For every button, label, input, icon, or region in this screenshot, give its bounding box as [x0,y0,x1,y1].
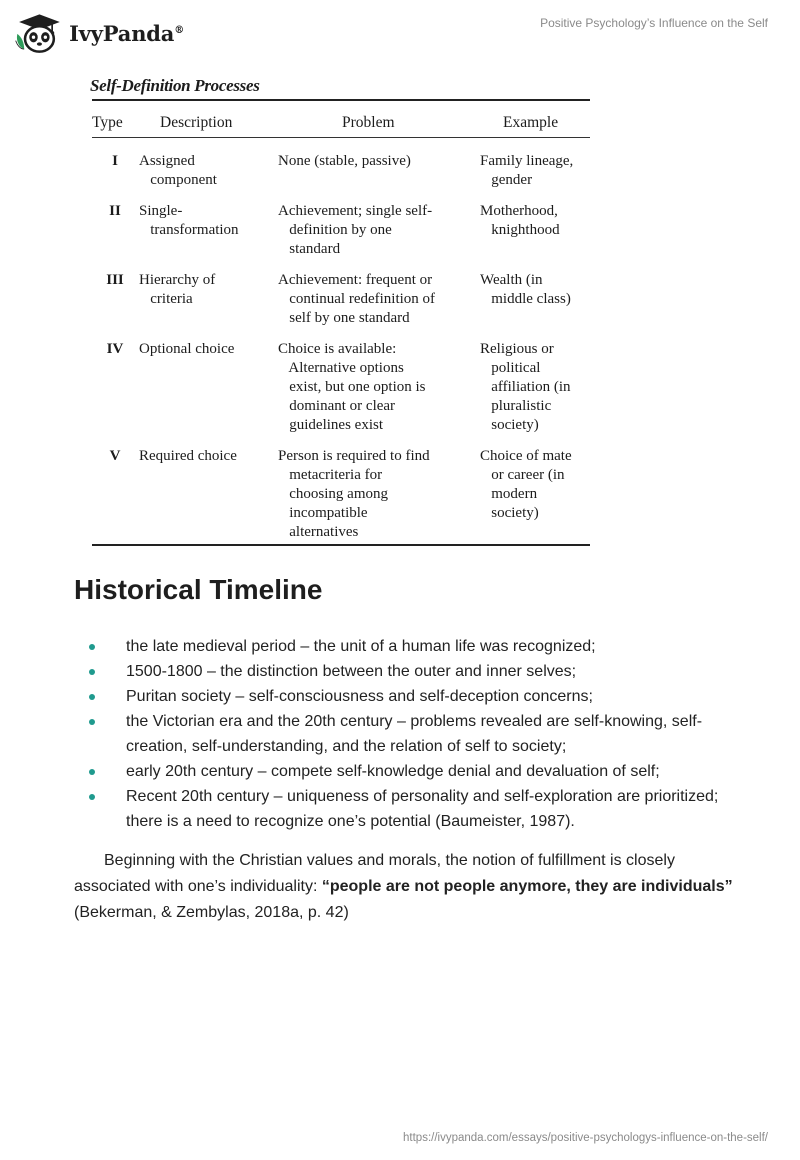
table-header-rule [92,137,590,138]
document-title: Positive Psychology’s Influence on the Self [540,16,768,30]
source-url[interactable]: https://ivypanda.com/essays/positive-psychologys-influence-on-the-self/ [403,1132,768,1144]
column-header-type: Type [92,114,123,131]
column-header-problem: Problem [342,114,395,131]
table-row-description: Single- transformation [139,203,239,238]
table-row-example: Motherhood, knighthood [480,203,560,238]
table-bottom-rule [92,544,590,546]
table-row-example: Choice of mate or career (in modern society) [480,448,572,521]
bullet-dot-icon [89,794,95,800]
bullet-dot-icon [89,644,95,650]
list-item: Recent 20th century – uniqueness of personality and self-exploration are prioritized; there is a need to recognize one’s potential (Baumeister, 1987). [86,784,726,834]
list-item: the late medieval period – the unit of a human life was recognized; [86,634,726,659]
table-row-example: Religious or political affiliation (in pluralistic society) [480,341,571,433]
bullet-dot-icon [89,669,95,675]
table-row-type: I [112,153,118,169]
table-row-description: Optional choice [139,341,235,357]
bullet-dot-icon [89,769,95,775]
table-row-example: Family lineage, gender [480,153,574,188]
body-paragraph: Beginning with the Christian values and morals, the notion of fulfillment is closely associated with one’s individuality: “people are not people anymore, they are individuals” (Bekerman, & Zembylas, 2018a, p. 42) [74,852,733,921]
column-header-example: Example [503,114,559,131]
list-item: the Victorian era and the 20th century – problems revealed are self-knowing, self-creation, self-understanding, and the relation of self to society; [86,709,726,759]
table-row-problem: None (stable, passive) [278,153,411,169]
table-row-problem: Achievement: frequent or continual redefinition of self by one standard [278,272,436,326]
bold-quote: “people are not people anymore, they are individuals” [321,878,733,895]
table-row-type: II [109,203,121,219]
table-row-problem: Person is required to find metacriteria for choosing among incompatible alternatives [278,448,430,540]
list-item: Puritan society – self-consciousness and self-deception concerns; [86,684,726,709]
table-top-rule [92,99,590,101]
table-row-problem: Choice is available: Alternative options exist, but one option is dominant or clear guidelines exist [278,341,426,433]
table-row-type: V [109,448,121,464]
ivypanda-logo[interactable] [14,8,184,58]
bullet-dot-icon [89,694,95,700]
table-row-description: Required choice [139,448,237,464]
table-title: Self-Definition Processes [90,76,260,95]
table-row-type: III [106,272,124,288]
brand-name: IvyPanda® [69,20,184,46]
table-row-description: Assigned component [139,153,217,188]
list-item: early 20th century – compete self-knowledge denial and devaluation of self; [86,759,726,784]
table-row-type: IV [106,341,124,357]
table-row-problem: Achievement; single self- definition by one standard [278,203,433,257]
table-row-description: Hierarchy of criteria [139,272,216,307]
section-heading: Historical Timeline [74,574,323,605]
self-definition-table-figure [84,74,598,550]
table-row-example: Wealth (in middle class) [480,272,571,307]
page-header [0,0,800,70]
timeline-list [86,634,726,834]
bullet-dot-icon [89,719,95,725]
panda-graduate-icon [14,8,63,58]
column-header-description: Description [160,114,233,131]
list-item: 1500-1800 – the distinction between the outer and inner selves; [86,659,726,684]
